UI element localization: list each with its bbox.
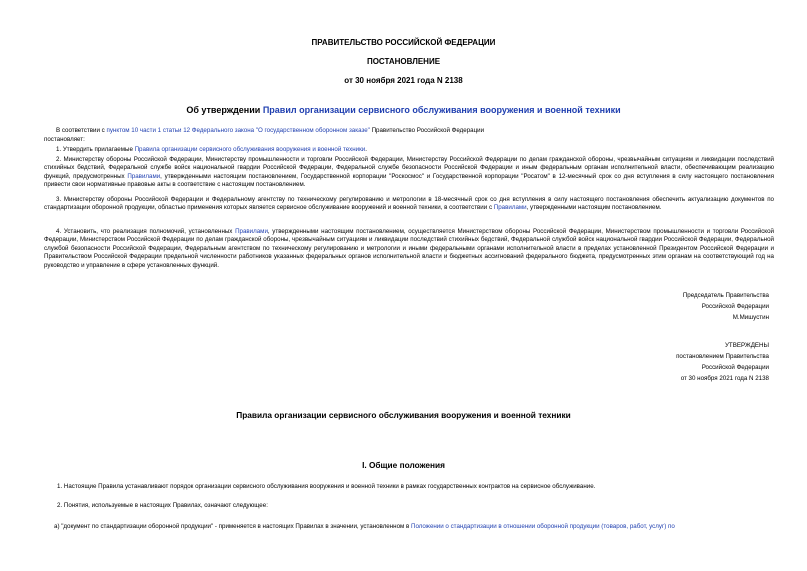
- item-1-text: 1. Утвердить прилагаемые: [56, 146, 135, 153]
- item-1-paragraph: [44, 146, 774, 154]
- rules-paragraph-2: 2. Понятия, используемые в настоящих Правилах, означают следующее:: [57, 502, 268, 509]
- item-1-end: .: [365, 146, 367, 153]
- item-1-rules-link[interactable]: Правила организации сервисного обслуживания вооружения и военной техники: [134, 146, 366, 153]
- approval-label: УТВЕРЖДЕНЫ: [725, 342, 769, 349]
- approval-date: от 30 ноября 2021 года N 2138: [680, 375, 769, 382]
- item-2-paragraph: [44, 156, 774, 190]
- approval-by: постановлением Правительства: [676, 353, 769, 360]
- rules-title: Правила организации сервисного обслуживания вооружения и военной техники: [236, 410, 571, 420]
- preamble-paragraph: [44, 127, 774, 135]
- item-2-rest: , утвержденными настоящим постановлением, Государственной корпорации "Роскосмос" и Государственной корпорации "Росатом" в 12-месячный срок со дня вступления в силу настоящего постановления привести свои нормативные правовые акты в соответствие с настоящим постановлением.: [44, 172, 774, 189]
- preamble-resolves: постановляет:: [44, 136, 85, 143]
- item-2-rules-link[interactable]: Правилами: [127, 172, 161, 180]
- doc-type-heading: ПОСТАНОВЛЕНИЕ: [366, 57, 441, 66]
- item-3-rules-link[interactable]: Правилами: [493, 204, 527, 212]
- title-prefix: Об утверждении: [186, 105, 263, 115]
- item-2-text: 2. Министерству обороны Российской Федерации, Министерству промышленности и торговли Российской Федерации, Министерству Российской Федерации по делам гражданской обороны, чрезвычайным ситуациям и ликвидации последствий стихийных бедствий, Федеральной службе войск национальной гвардии Российской Федерации, Федеральной службе безопасности Российской Федерации и иным федеральным органам исполнительной власти, обеспечивающим реализацию функций, предусмотренных: [44, 156, 774, 180]
- item-3-rest: , утвержденными настоящим постановлением.: [526, 204, 662, 212]
- item-4-rest: , утвержденными настоящим постановлением, осуществляется Министерством обороны Российской Федерации, Министерством промышленности и торговли Российской Федерации, Министерством Российской Федерации по делам гражданской обороны, чрезвычайным ситуациям и ликвидации последствий стихийных бедствий, Федеральной службой войск национальной гвардии Российской Федерации, Федеральной службой безопасности Российской Федерации, Федеральным агентством по техническому регулированию и метрологии и иными федеральными органами исполнительной власти в пределах установленной Президентом Российской Федерации и Правительством Российской Федерации предельной численности работников указанных федеральных органов исполнительной власти и бюджетных ассигнований федерального бюджета, предусмотренных этим органам на соответствующий год на руководство и управление в сфере установленных функций.: [44, 228, 774, 269]
- item-3-paragraph: [44, 196, 774, 213]
- rules-paragraph-a-text: а) "документ по стандартизации оборонной продукции" - применяется в настоящих Правилах в значении, установленном в: [54, 523, 411, 530]
- approval-block: [529, 340, 769, 384]
- signature-name: М.Мишустин: [732, 314, 769, 321]
- item-4-paragraph: [44, 228, 774, 270]
- org-heading: ПРАВИТЕЛЬСТВО РОССИЙСКОЙ ФЕДЕРАЦИИ: [311, 38, 496, 47]
- preamble-rest: Правительство Российской Федерации: [369, 127, 485, 134]
- title-rules-link[interactable]: Правил организации сервисного обслуживания вооружения и военной техники: [262, 105, 621, 115]
- rules-paragraph-1: 1. Настоящие Правила устанавливают порядок организации сервисного обслуживания вооружения и военной техники в рамках государственных контрактов на сервисное обслуживание.: [57, 483, 596, 490]
- standardization-regulation-link[interactable]: Положении о стандартизации в отношении оборонной продукции (товаров, работ, услуг) по: [411, 523, 675, 530]
- date-number-heading: от 30 ноября 2021 года N 2138: [344, 76, 463, 85]
- item-3-text: 3. Министерству обороны Российской Федерации и Федеральному агентству по техническому регулированию и метрологии в 18-месячный срок со дня вступления в силу настоящего постановления обеспечить актуализацию документов по стандартизации оборонной продукции, областью применения которых является сервисное обслуживание вооружений и военной техники, в соответствии с: [44, 196, 774, 212]
- item-4-text: 4. Установить, что реализация полномочий, установленных: [56, 228, 236, 235]
- item-4-rules-link[interactable]: Правилами: [235, 228, 268, 235]
- document-title: [0, 105, 807, 115]
- preamble-intro: В соответствии с: [56, 127, 107, 134]
- signature-block: [549, 290, 769, 323]
- rules-paragraph-a: [54, 523, 769, 531]
- approval-org: Российской Федерации: [701, 364, 769, 371]
- signature-org: Российской Федерации: [701, 303, 769, 310]
- preamble-law-link[interactable]: пунктом 10 части 1 статьи 12 Федерального закона "О государственном оборонном заказе": [106, 127, 370, 134]
- section-1-heading: I. Общие положения: [362, 460, 445, 470]
- signature-position: Председатель Правительства: [682, 292, 769, 299]
